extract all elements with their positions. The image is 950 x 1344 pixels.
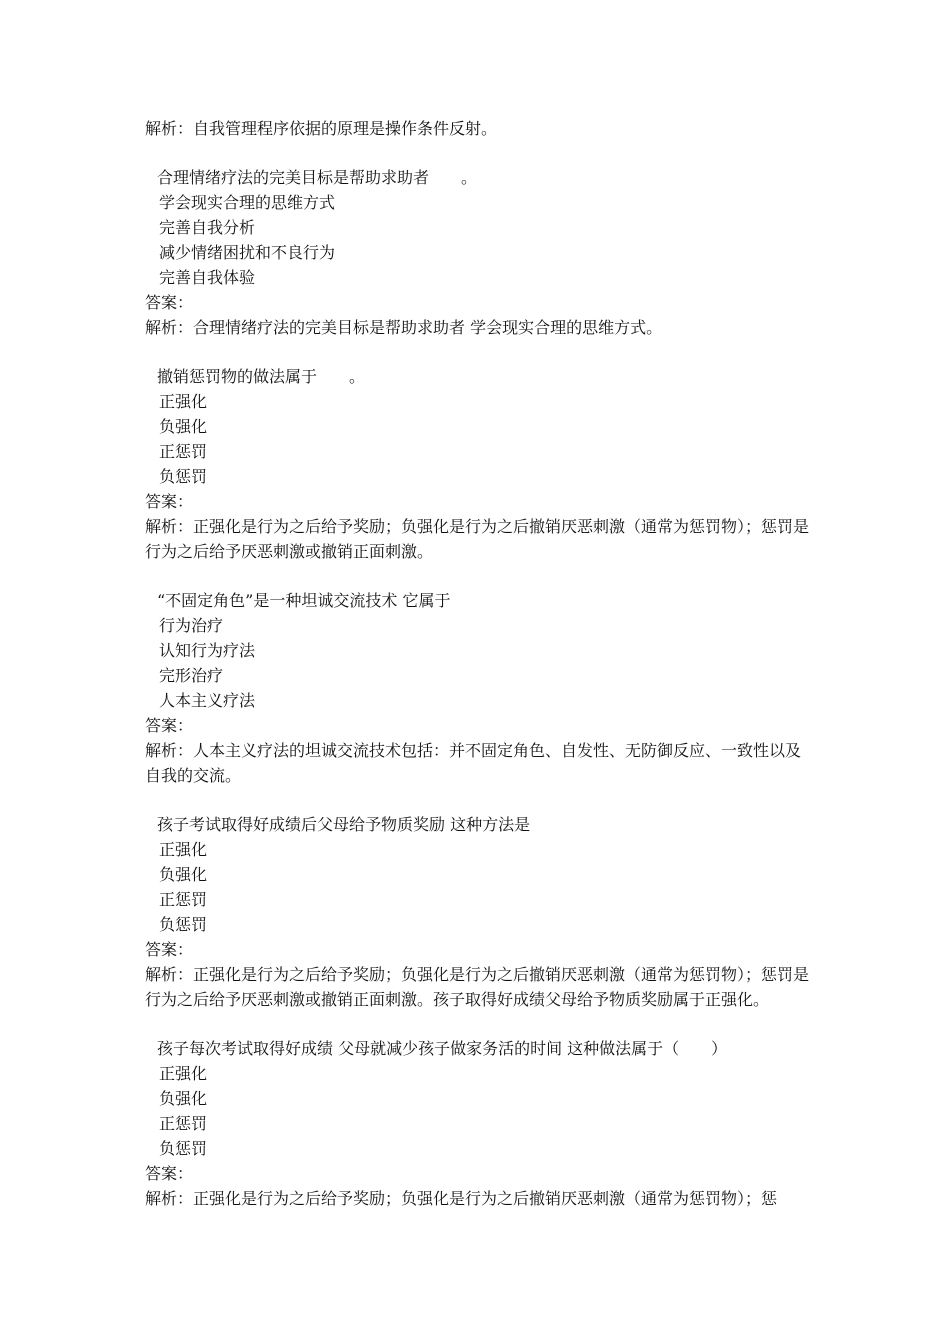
question-option: 负强化 <box>159 417 208 436</box>
question-option: 减少情绪困扰和不良行为 <box>159 243 336 262</box>
top-analysis: 解析：自我管理程序依据的原理是操作条件反射。 <box>145 119 498 138</box>
question-option: 正强化 <box>159 392 208 411</box>
document-page <box>145 116 815 1211</box>
question-option: 负惩罚 <box>159 915 208 934</box>
question-option: 正惩罚 <box>159 1114 208 1133</box>
question-option: 负强化 <box>159 865 208 884</box>
question-option: 负强化 <box>159 1089 208 1108</box>
question-option: 正强化 <box>159 840 208 859</box>
question-option: 完形治疗 <box>159 666 224 685</box>
spacer <box>145 788 815 812</box>
question-block <box>145 364 815 564</box>
question-option: 学会现实合理的思维方式 <box>159 193 336 212</box>
question-stem: 孩子每次考试取得好成绩 父母就减少孩子做家务活的时间 这种做法属于（ ） <box>157 1039 728 1058</box>
question-option: 人本主义疗法 <box>159 691 256 710</box>
spacer <box>145 1012 815 1036</box>
question-option: 认知行为疗法 <box>159 641 256 660</box>
question-option: 完善自我体验 <box>159 268 256 287</box>
question-block <box>145 588 815 788</box>
spacer <box>145 141 815 165</box>
question-option: 正惩罚 <box>159 442 208 461</box>
question-option: 正惩罚 <box>159 890 208 909</box>
answer-label: 答案： <box>145 716 194 735</box>
spacer <box>145 340 815 364</box>
answer-label: 答案： <box>145 492 194 511</box>
analysis-text: 解析：正强化是行为之后给予奖励；负强化是行为之后撤销厌恶刺激（通常为惩罚物）；惩罚是行为之后给予厌恶刺激或撤销正面刺激。 <box>145 517 810 561</box>
answer-label: 答案： <box>145 1164 194 1183</box>
question-stem: 孩子考试取得好成绩后父母给予物质奖励 这种方法是 <box>157 815 531 834</box>
question-stem: 撤销惩罚物的做法属于 。 <box>157 367 366 386</box>
analysis-text: 解析：人本主义疗法的坦诚交流技术包括：并不固定角色、自发性、无防御反应、一致性以及自我的交流。 <box>145 741 802 785</box>
answer-label: 答案： <box>145 293 194 312</box>
question-option: 行为治疗 <box>159 616 224 635</box>
analysis-text: 解析：合理情绪疗法的完美目标是帮助求助者 学会现实合理的思维方式。 <box>145 318 663 337</box>
question-option: 正强化 <box>159 1064 208 1083</box>
spacer <box>145 564 815 588</box>
question-option: 负惩罚 <box>159 467 208 486</box>
analysis-text: 解析：正强化是行为之后给予奖励；负强化是行为之后撤销厌恶刺激（通常为惩罚物）；惩 <box>145 1189 778 1208</box>
question-block <box>145 812 815 1012</box>
question-stem: “不固定角色”是一种坦诚交流技术 它属于 <box>157 591 451 610</box>
question-stem: 合理情绪疗法的完美目标是帮助求助者 。 <box>157 168 478 187</box>
question-option: 负惩罚 <box>159 1139 208 1158</box>
question-block <box>145 165 815 340</box>
answer-label: 答案： <box>145 940 194 959</box>
question-block <box>145 1036 815 1211</box>
question-option: 完善自我分析 <box>159 218 256 237</box>
analysis-text: 解析：正强化是行为之后给予奖励；负强化是行为之后撤销厌恶刺激（通常为惩罚物）；惩罚是行为之后给予厌恶刺激或撤销正面刺激。孩子取得好成绩父母给予物质奖励属于正强化。 <box>145 965 810 1009</box>
